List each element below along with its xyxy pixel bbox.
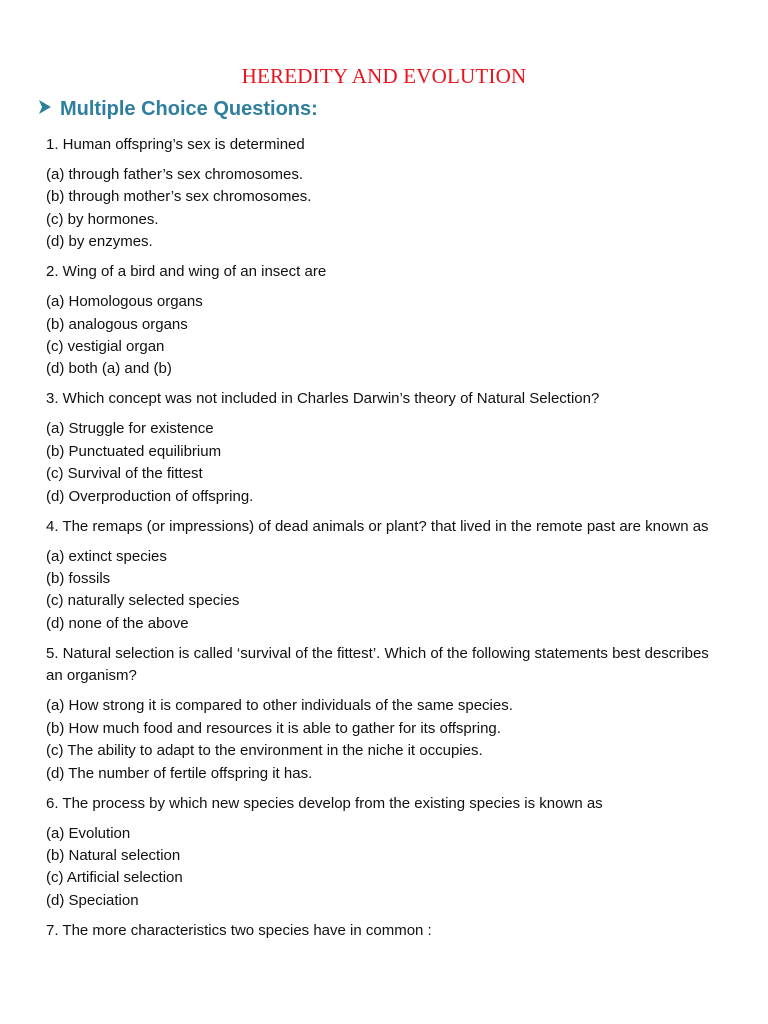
- answer-option: (c) naturally selected species: [46, 592, 240, 610]
- answer-option: (a) Struggle for existence: [46, 420, 214, 438]
- question-text: 6. The process by which new species develop from the existing species is known as: [46, 794, 603, 812]
- answer-option: (c) Survival of the fittest: [46, 465, 203, 483]
- answer-option: (a) through father’s sex chromosomes.: [46, 166, 304, 183]
- answer-option: (b) fossils: [46, 570, 111, 588]
- question-item: [46, 388, 726, 508]
- document-title: HEREDITY AND EVOLUTION: [241, 64, 527, 88]
- question-text: 4. The remaps (or impressions) of dead animals or plant? that lived in the remote past are known as: [46, 517, 709, 535]
- answer-option: (d) by enzymes.: [46, 233, 153, 251]
- answer-option: (c) by hormones.: [46, 210, 159, 228]
- arrow-bullet-icon: [38, 98, 52, 121]
- answer-option: (a) How strong it is compared to other individuals of the same species.: [46, 697, 513, 715]
- question-item: [46, 793, 726, 913]
- question-item: [46, 516, 726, 636]
- answer-option: (b) Natural selection: [46, 846, 181, 864]
- answer-option: (c) Artificial selection: [46, 869, 183, 887]
- answer-option: (d) Overproduction of offspring.: [46, 487, 254, 505]
- question-text: 3. Which concept was not included in Charles Darwin’s theory of Natural Selection?: [46, 390, 600, 408]
- question-item: [46, 643, 726, 785]
- question-list: [46, 134, 726, 950]
- question-item: [46, 134, 726, 254]
- answer-option: (b) How much food and resources it is able to gather for its offspring.: [46, 719, 501, 737]
- question-text: 1. Human offspring’s sex is determined: [46, 136, 305, 153]
- question-text: 7. The more characteristics two species have in common :: [46, 921, 432, 939]
- answer-option: (d) none of the above: [46, 614, 189, 632]
- answer-option: (b) Punctuated equilibrium: [46, 442, 222, 460]
- section-heading: [38, 98, 318, 121]
- section-heading-text: Multiple Choice Questions:: [60, 98, 318, 120]
- question-item: [46, 920, 726, 942]
- answer-option: (a) extinct species: [46, 547, 167, 565]
- answer-option: (c) The ability to adapt to the environment in the niche it occupies.: [46, 742, 483, 760]
- answer-option: (d) Speciation: [46, 891, 139, 909]
- answer-option: (b) through mother’s sex chromosomes.: [46, 188, 312, 206]
- answer-option: (a) Homologous organs: [46, 293, 203, 311]
- answer-option: (a) Evolution: [46, 824, 131, 842]
- question-text: 2. Wing of a bird and wing of an insect are: [46, 263, 327, 281]
- answer-option: (b) analogous organs: [46, 315, 188, 333]
- answer-option: (d) both (a) and (b): [46, 360, 172, 378]
- question-item: [46, 261, 726, 381]
- answer-option: (d) The number of fertile offspring it has.: [46, 764, 313, 782]
- question-text: 5. Natural selection is called ‘survival of the fittest’. Which of the following statements best describes an organism?: [46, 644, 709, 685]
- answer-option: (c) vestigial organ: [46, 338, 165, 356]
